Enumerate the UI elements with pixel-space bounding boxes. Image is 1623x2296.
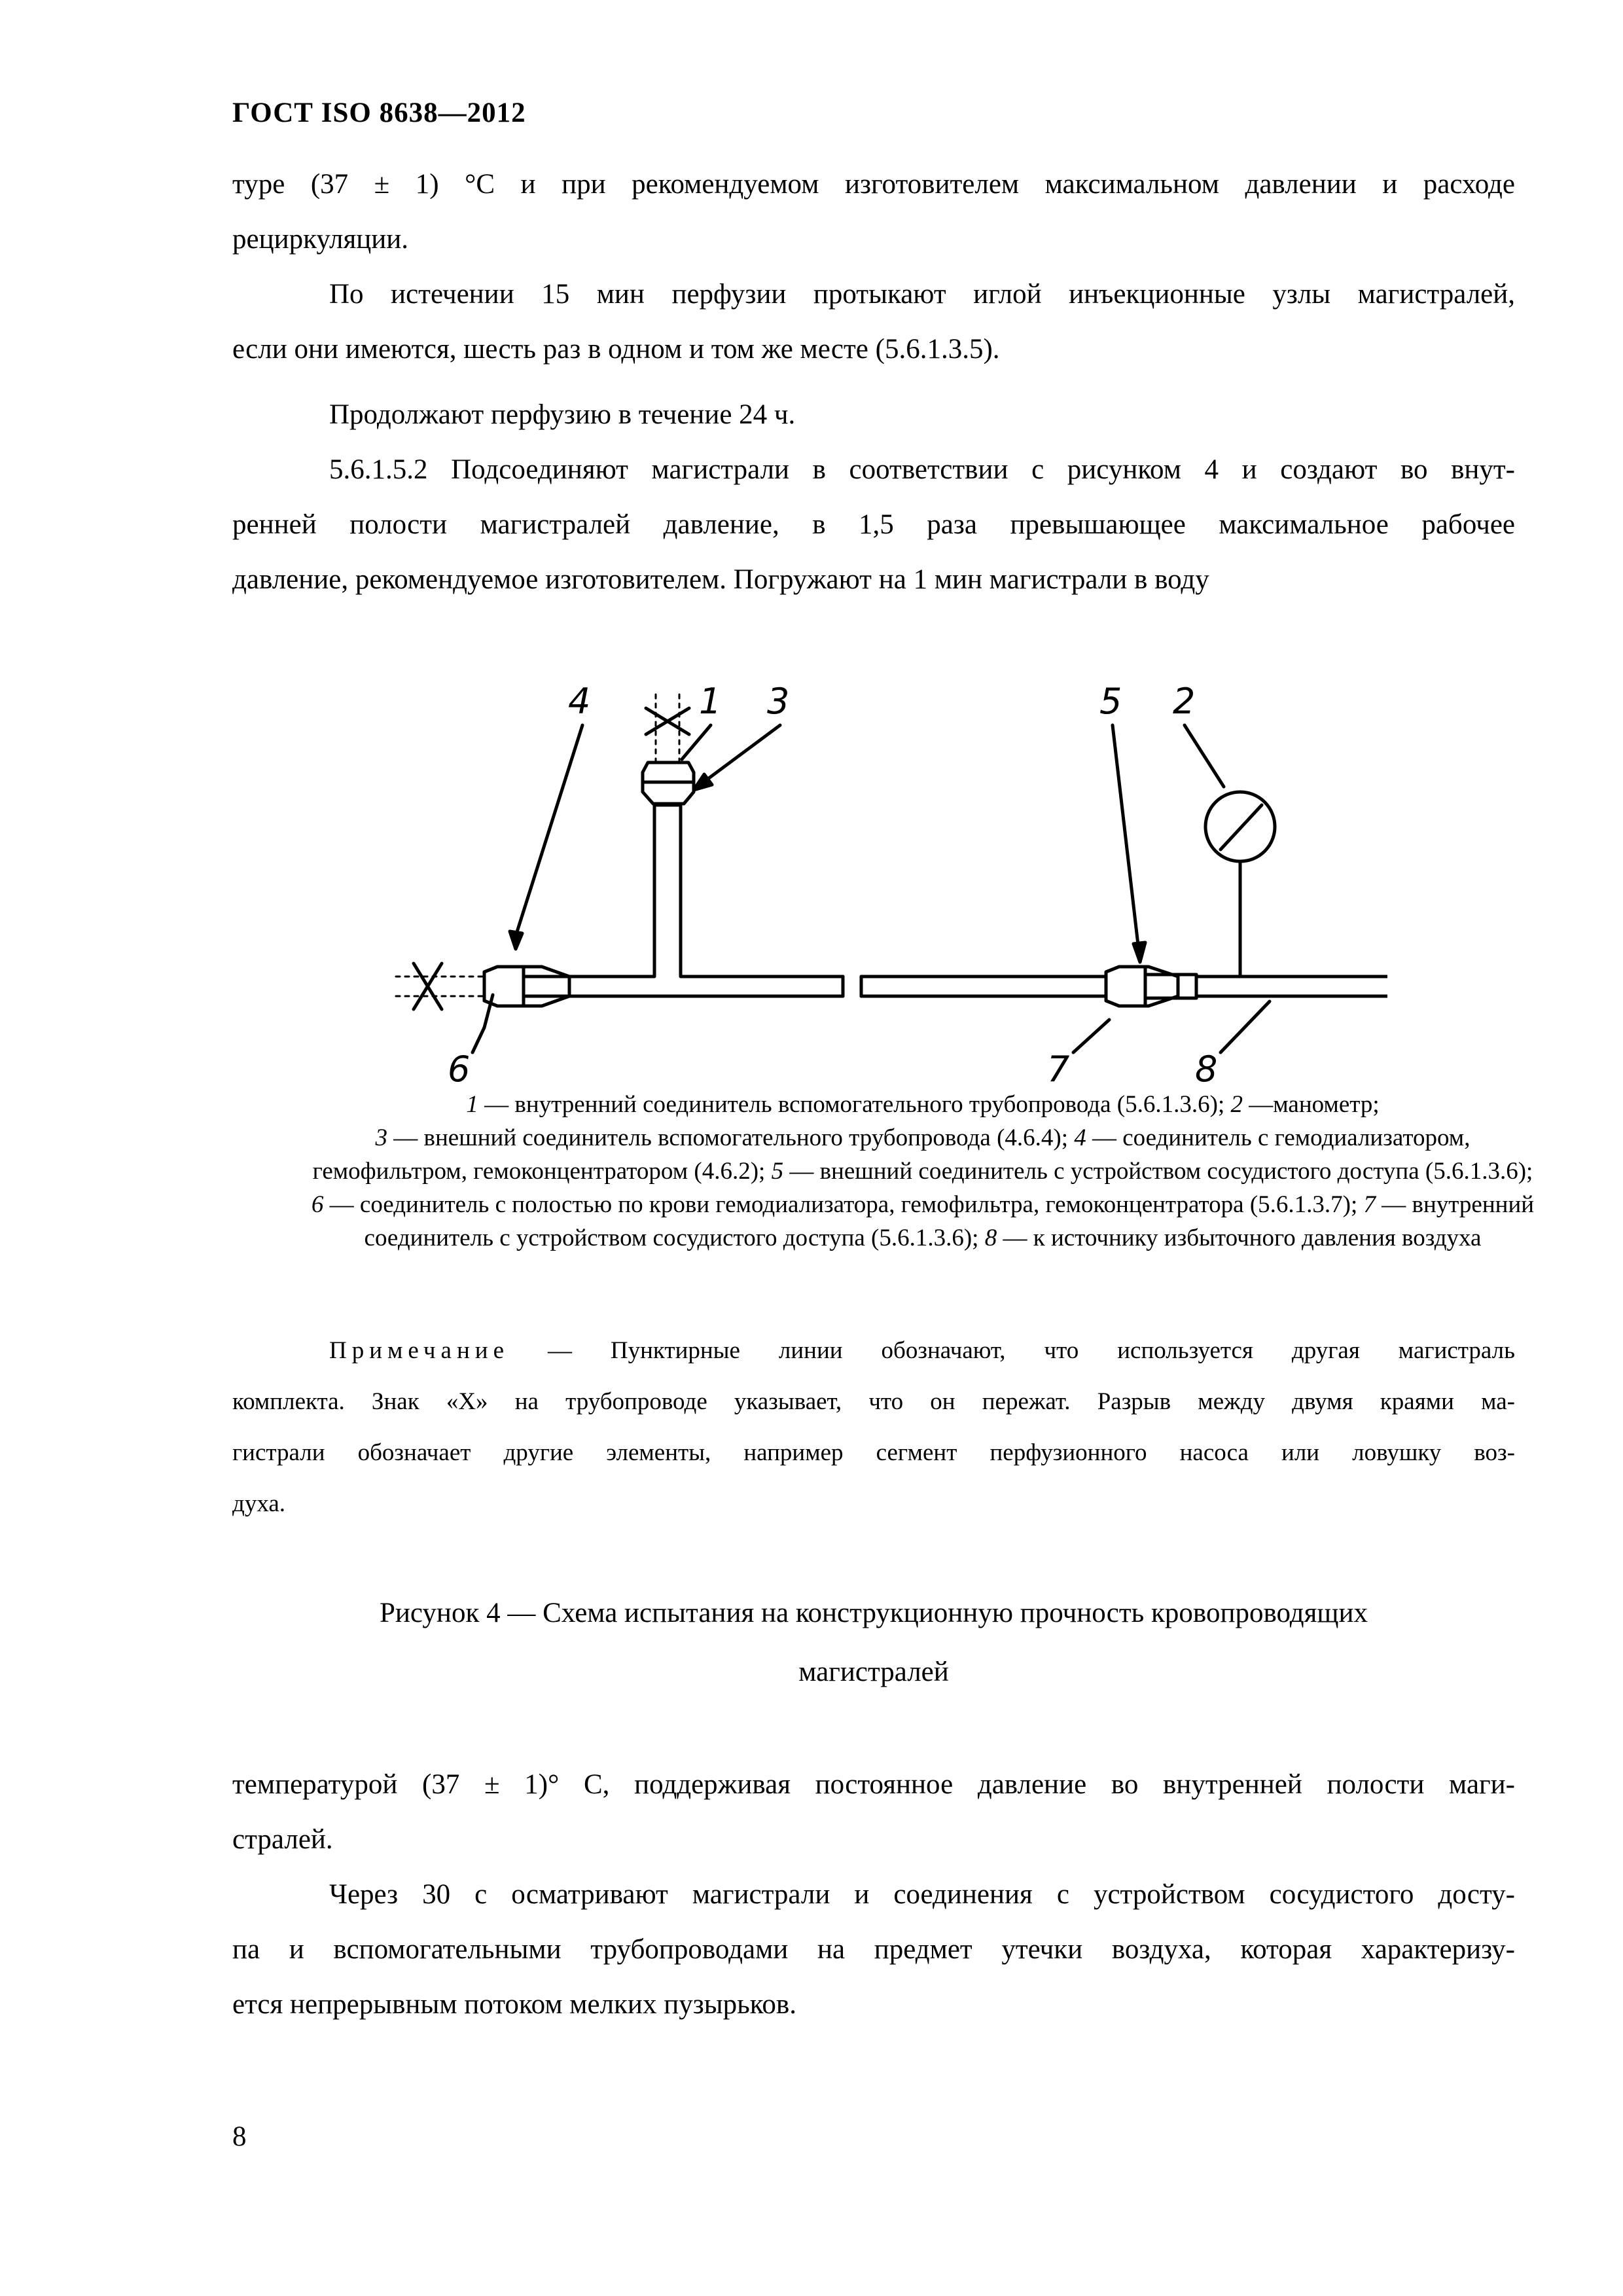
legend-text: — внешний соединитель вспомогательного трубопровода (4.6.4); <box>387 1124 1075 1151</box>
legend-number: 3 <box>375 1124 388 1151</box>
figure-title-line: Рисунок 4 — Схема испытания на конструкционную прочность кровопроводящих <box>379 1598 1368 1628</box>
legend-number: 7 <box>1363 1191 1376 1218</box>
legend-number: 1 <box>466 1091 478 1118</box>
text-line: давление, рекомендуемое изготовителем. Погружают на 1 мин магистрали в воду <box>232 564 1209 595</box>
text-line: духа. <box>232 1490 286 1517</box>
text-line: температурой (37 ± 1)° С, поддерживая постоянное давление во внутренней полости маги- <box>232 1769 1515 1800</box>
text-line: комплекта. Знак «X» на трубопроводе указывает, что он пережат. Разрыв между двумя краями ма- <box>232 1388 1515 1415</box>
text-line: Через 30 с осматривают магистрали и соединения с устройством сосудистого досту- <box>329 1879 1515 1910</box>
text-line: туре (37 ± 1) °C и при рекомендуемом изготовителем максимальном давлении и расходе <box>232 169 1515 200</box>
figure-label: 6 <box>448 1049 471 1090</box>
text-line: если они имеются, шесть раз в одном и том же месте (5.6.1.3.5). <box>232 334 1000 365</box>
figure-label: 2 <box>1173 681 1196 722</box>
page-number: 8 <box>232 2121 247 2152</box>
manometer <box>1205 792 1275 977</box>
text-line: ренней полости магистралей давление, в 1,5 раза превышающее максимальное рабочее <box>232 509 1515 540</box>
text-line: рециркуляции. <box>232 224 409 255</box>
legend-text: — внешний соединитель с устройством сосудистого доступа (5.6.1.3.6); <box>783 1158 1533 1185</box>
figure-title <box>232 1584 1515 1702</box>
text-line: По истечении 15 мин перфузии протыкают иглой инъекционные узлы магистралей, <box>329 279 1515 310</box>
legend-text: — внутренний соединитель вспомогательного трубопровода (5.6.1.3.6); <box>478 1091 1231 1118</box>
legend-text: — внутренний соединитель с устройством сосудистого доступа (5.6.1.3.6); <box>364 1191 1535 1251</box>
figure-title-line: магистралей <box>798 1657 949 1687</box>
connector-right <box>1106 967 1196 1006</box>
text-line: па и вспомогательными трубопроводами на предмет утечки воздуха, которая характеризу- <box>232 1934 1515 1965</box>
figure-label: 8 <box>1195 1049 1218 1090</box>
paragraph-4 <box>232 442 1515 607</box>
connector-left <box>484 967 569 1006</box>
text-line <box>232 1325 1515 1376</box>
legend-number: 2 <box>1230 1091 1243 1118</box>
legend-number: 8 <box>984 1225 997 1251</box>
paragraph-3 <box>232 387 1515 442</box>
figure-label: 1 <box>699 681 722 722</box>
paragraph-1 <box>232 157 1515 267</box>
legend-text: — соединитель с гемодиализатором, гемофильтром, гемоконцентратором (4.6.2); <box>312 1124 1471 1185</box>
text-line: гистрали обозначает другие элементы, например сегмент перфузионного насоса или ловушку воз- <box>232 1439 1515 1466</box>
legend-text: —манометр; <box>1242 1091 1380 1118</box>
clamp-mark-top <box>646 708 689 734</box>
text-line: стралей. <box>232 1824 333 1855</box>
note-label: Примечание <box>329 1337 509 1364</box>
figure-label: 7 <box>1047 1049 1070 1090</box>
pressure-test-diagram <box>366 674 1387 1093</box>
figure-legend <box>308 1088 1538 1255</box>
note-text: — Пунктирные линии обозначают, что используется другая магистраль <box>509 1337 1515 1364</box>
figure-label: 4 <box>568 681 591 722</box>
legend-text: — соединитель с полостью по крови гемодиализатора, гемофильтра, гемоконцентратора (5.6.1.3.7); <box>323 1191 1364 1218</box>
legend-text: — к источнику избыточного давления воздуха <box>997 1225 1482 1251</box>
figure-label: 3 <box>767 681 790 722</box>
legend-number: 5 <box>771 1158 784 1185</box>
clamp-mark-left <box>414 963 442 1009</box>
paragraph-5 <box>232 1757 1515 1867</box>
connector-top <box>643 762 694 804</box>
paragraph-6 <box>232 1867 1515 2032</box>
legend-number: 4 <box>1074 1124 1086 1151</box>
text-line: 5.6.1.5.2 Подсоединяют магистрали в соответствии с рисунком 4 и создают во внут- <box>329 454 1515 485</box>
document-header: ГОСТ ISO 8638—2012 <box>232 98 526 128</box>
text-line: Продолжают перфузию в течение 24 ч. <box>329 399 796 430</box>
paragraph-2 <box>232 267 1515 377</box>
figure-label: 5 <box>1099 681 1122 722</box>
figure-note <box>232 1325 1515 1530</box>
text-line: ется непрерывным потоком мелких пузырьков. <box>232 1989 796 2020</box>
legend-number: 6 <box>311 1191 324 1218</box>
